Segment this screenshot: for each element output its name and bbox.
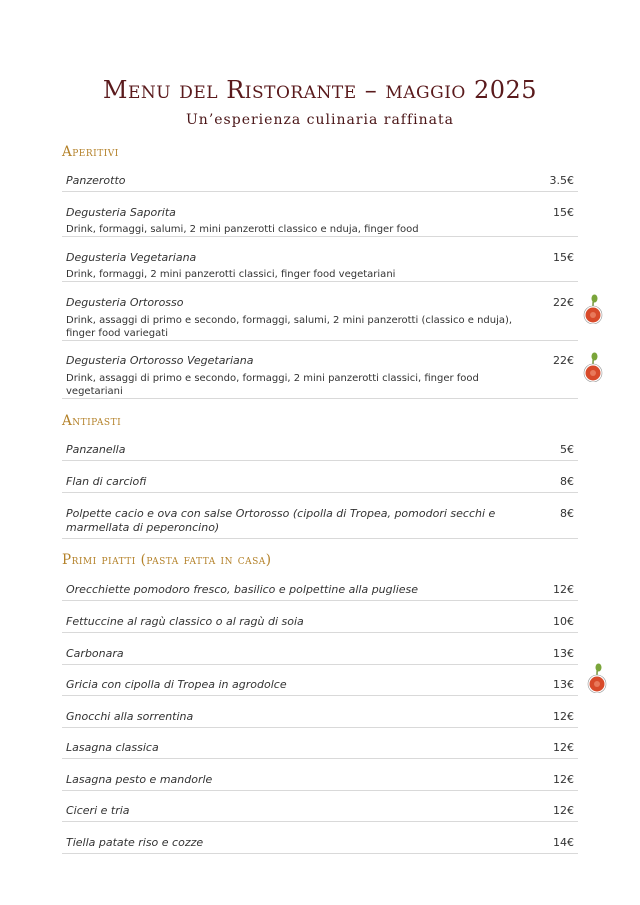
item-price: 12€: [553, 710, 574, 723]
item-price: 15€: [553, 251, 574, 264]
menu-item: [62, 583, 578, 601]
tomato-icon: [582, 352, 604, 382]
item-price: 15€: [553, 206, 574, 219]
item-name: Degusteria Ortorosso: [66, 296, 184, 309]
menu-item: [62, 475, 578, 493]
menu-item: [62, 206, 578, 237]
item-name: Gnocchi alla sorrentina: [66, 710, 194, 723]
menu-item: [62, 710, 578, 728]
item-price: 13€: [553, 678, 574, 691]
item-name: Flan di carciofi: [66, 475, 147, 488]
item-description: Drink, formaggi, salumi, 2 mini panzerotti classico e nduja, finger food: [66, 224, 419, 235]
item-price: 12€: [553, 804, 574, 817]
page-title: Menu del Ristorante – maggio 2025: [102, 76, 538, 104]
menu-item: [62, 443, 578, 461]
menu-item: [62, 296, 578, 341]
item-name: Panzanella: [66, 443, 126, 456]
item-price: 8€: [560, 475, 574, 488]
item-description: Drink, assaggi di primo e secondo, formaggi, salumi, 2 mini panzerotti (classico e nduja), finger food variegati: [66, 315, 513, 339]
item-price: 8€: [560, 507, 574, 520]
item-name: Tiella patate riso e cozze: [66, 836, 204, 849]
menu-item: [62, 773, 578, 791]
item-description: Drink, assaggi di primo e secondo, formaggi, 2 mini panzerotti classici, finger food vegetariani: [66, 373, 479, 397]
section-title-primi-text: Primi piatti (pasta fatta in casa): [62, 552, 272, 568]
item-name: Degusteria Vegetariana: [66, 251, 197, 264]
menu-item: [62, 804, 578, 822]
section-title-antipasti: Antipasti: [62, 413, 122, 429]
item-price: 12€: [553, 773, 574, 786]
item-name: Polpette cacio e ova con salse Ortorosso (cipolla di Tropea, pomodori secchi e marmellata di peperoncino): [66, 507, 496, 534]
menu-item: [62, 678, 578, 696]
item-name: Carbonara: [66, 647, 124, 660]
item-name: Lasagna classica: [66, 741, 159, 754]
menu-item: [62, 507, 578, 539]
item-name: Fettuccine al ragù classico o al ragù di soia: [66, 615, 304, 628]
section-title-primi: [62, 552, 272, 568]
item-price: 13€: [553, 647, 574, 660]
item-price: 12€: [553, 741, 574, 754]
item-price: 14€: [553, 836, 574, 849]
menu-item: [62, 615, 578, 633]
item-name: Lasagna pesto e mandorle: [66, 773, 213, 786]
item-price: 10€: [553, 615, 574, 628]
tomato-icon: [582, 294, 604, 324]
item-name: Ciceri e tria: [66, 804, 130, 817]
menu-item: [62, 354, 578, 399]
item-price: 3.5€: [549, 174, 574, 187]
menu-item: [62, 251, 578, 282]
menu-item: [62, 647, 578, 665]
menu-item: [62, 174, 578, 192]
section-title-aperitivi: Aperitivi: [62, 144, 119, 160]
item-name: Gricia con cipolla di Tropea in agrodolce: [66, 678, 287, 691]
item-description: Drink, formaggi, 2 mini panzerotti classici, finger food vegetariani: [66, 269, 396, 280]
page-subtitle: Un’esperienza culinaria raffinata: [186, 112, 454, 128]
item-name: Orecchiette pomodoro fresco, basilico e polpettine alla pugliese: [66, 583, 419, 596]
menu-item: [62, 741, 578, 759]
menu-item: [62, 836, 578, 854]
item-price: 12€: [553, 583, 574, 596]
item-name: Degusteria Saporita: [66, 206, 176, 219]
item-name: Panzerotto: [66, 174, 126, 187]
item-price: 5€: [560, 443, 574, 456]
item-price: 22€: [553, 296, 574, 309]
item-name: Degusteria Ortorosso Vegetariana: [66, 354, 254, 367]
tomato-icon: [586, 663, 608, 693]
item-price: 22€: [553, 354, 574, 367]
